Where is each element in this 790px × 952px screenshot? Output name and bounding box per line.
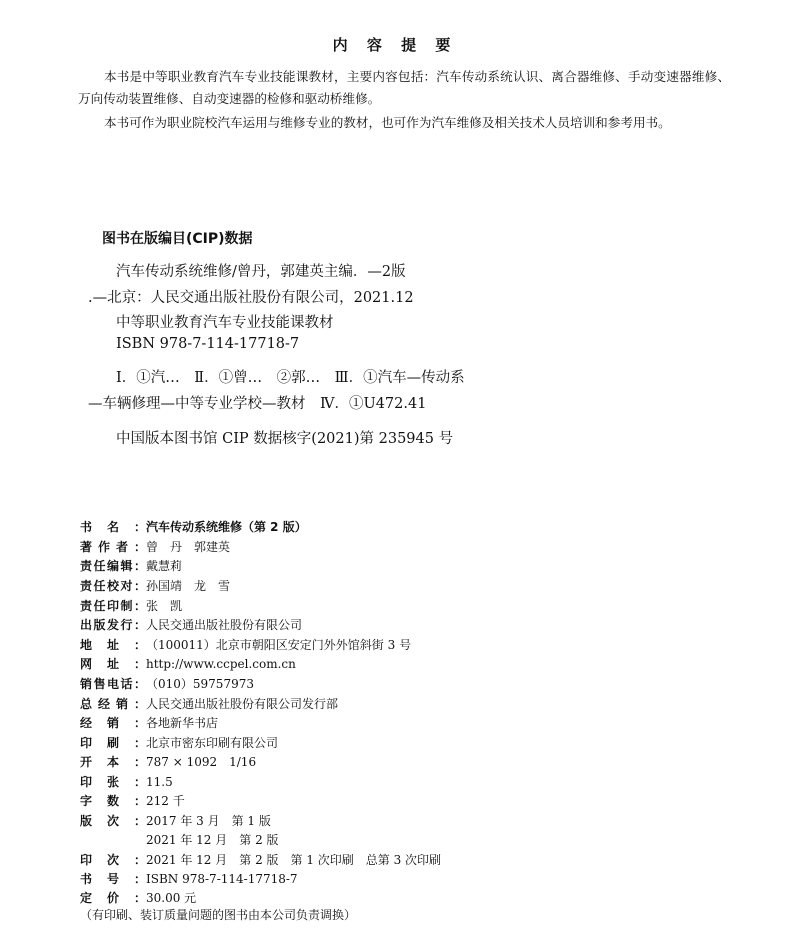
copyright-value: 孙国靖 龙 雪 [146, 579, 231, 593]
copyright-value: 曾 丹 郭建英 [146, 540, 231, 554]
copyright-label: 印刷： [80, 736, 146, 750]
copyright-value: 人民交通出版社股份有限公司发行部 [146, 697, 339, 711]
cip-line-subject-2: —车辆修理—中等专业学校—教材 Ⅳ．①U472.41 [88, 396, 427, 412]
cip-line-isbn: ISBN 978-7-114-17718-7 [116, 336, 300, 352]
copyright-value: 11.5 [146, 775, 173, 789]
copyright-row-address [80, 637, 411, 653]
copyright-value: 张 凯 [146, 599, 183, 613]
copyright-label: 版次： [80, 814, 146, 828]
copyright-label: 经销： [80, 716, 146, 730]
copyright-value: 汽车传动系统维修（第 2 版） [146, 520, 307, 534]
cip-line-publisher: .—北京：人民交通出版社股份有限公司，2021.12 [88, 290, 414, 306]
copyright-value: http://www.ccpel.com.cn [146, 657, 296, 671]
copyright-value: ISBN 978-7-114-17718-7 [146, 872, 298, 886]
cip-line-subject-1: Ⅰ．①汽… Ⅱ．①曾… ②郭… Ⅲ．①汽车—传动系 [116, 370, 465, 386]
copyright-label: 地址： [80, 638, 146, 652]
cip-line-record-number: 中国版本图书馆 CIP 数据核字(2021)第 235945 号 [116, 431, 454, 447]
copyright-label: 开本： [80, 755, 146, 769]
copyright-row-sales-phone [80, 676, 254, 692]
copyright-row-authors [80, 539, 230, 555]
copyright-row-sellers [80, 715, 218, 731]
copyright-value: 戴慧莉 [146, 559, 183, 573]
copyright-label: 总经销： [80, 697, 146, 711]
copyright-row-edition-2 [80, 832, 279, 848]
quality-note: （有印刷、装订质量问题的图书由本公司负责调换） [80, 908, 357, 922]
copyright-label: 责任校对： [80, 579, 146, 593]
copyright-row-isbn [80, 871, 298, 887]
copyright-label: 责任印制： [80, 599, 146, 613]
summary-paragraph-1: 本书是中等职业教育汽车专业技能课教材，主要内容包括：汽车传动系统认识、离合器维修、手动变速器维修、万向传动装置维修、自动变速器的检修和驱动桥维修。 [78, 69, 730, 106]
copyright-label: 网址： [80, 657, 146, 671]
copyright-row-production [80, 598, 182, 614]
cip-line-series: 中等职业教育汽车专业技能课教材 [116, 315, 334, 331]
copyright-row-word-count [80, 793, 185, 809]
copyright-label: 定价： [80, 891, 146, 905]
copyright-row-title [80, 519, 307, 535]
copyright-row-publisher [80, 617, 302, 633]
copyright-row-format [80, 754, 256, 770]
copyright-label: 出版发行： [80, 618, 146, 632]
copyright-row-website [80, 656, 296, 672]
copyright-label: 著作者： [80, 540, 146, 554]
cip-line-title: 汽车传动系统维修/曾丹，郭建英主编．—2版 [116, 264, 406, 280]
copyright-value: 人民交通出版社股份有限公司 [146, 618, 303, 632]
copyright-value: 2017 年 3 月 第 1 版 [146, 814, 271, 828]
copyright-row-sheets [80, 774, 173, 790]
copyright-row-impression [80, 852, 441, 868]
copyright-row-price [80, 890, 196, 906]
copyright-label: 印次： [80, 853, 146, 867]
copyright-value: 2021 年 12 月 第 2 版 第 1 次印刷 总第 3 次印刷 [146, 853, 442, 867]
copyright-row-editor [80, 558, 182, 574]
copyright-value: （100011）北京市朝阳区安定门外外馆斜街 3 号 [146, 638, 412, 652]
copyright-row-distributor [80, 696, 338, 712]
copyright-label: 书名： [80, 520, 146, 534]
copyright-label: 责任编辑： [80, 559, 146, 573]
copyright-row-proofreader [80, 578, 230, 594]
cip-heading: 图书在版编目(CIP)数据 [102, 231, 253, 247]
copyright-row-edition [80, 813, 271, 829]
copyright-row-printer [80, 735, 278, 751]
copyright-label: 销售电话： [80, 677, 146, 691]
copyright-value: 北京市密东印刷有限公司 [146, 736, 279, 750]
summary-paragraph-2: 本书可作为职业院校汽车运用与维修专业的教材，也可作为汽车维修及相关技术人员培训和参考用书。 [104, 115, 671, 130]
copyright-label: 字数： [80, 794, 146, 808]
copyright-label: 书号： [80, 872, 146, 886]
summary-title: 内 容 提 要 [332, 36, 458, 54]
copyright-value: 787 × 1092 1/16 [146, 755, 257, 769]
copyright-value: 2021 年 12 月 第 2 版 [146, 833, 279, 847]
copyright-value: 各地新华书店 [146, 716, 219, 730]
copyright-label: 印张： [80, 775, 146, 789]
copyright-value: 30.00 元 [146, 891, 197, 905]
copyright-value: （010）59757973 [146, 677, 254, 691]
copyright-value: 212 千 [146, 794, 185, 808]
